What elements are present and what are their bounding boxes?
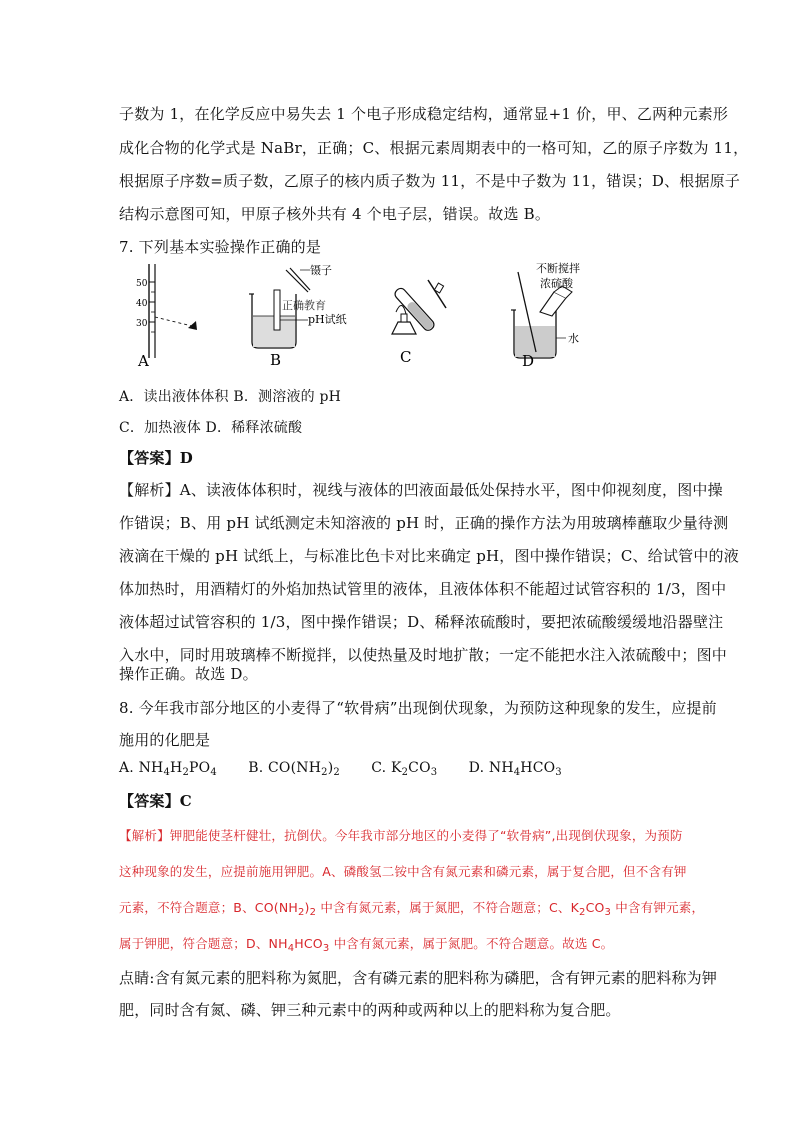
watermark-text: 正确教育 bbox=[282, 299, 326, 312]
figure-d-diluting-acid bbox=[506, 262, 616, 370]
question-8-comment-line: 肥，同时含有氮、磷、钾三种元素中的两种或两种以上的肥料称为复合肥。 bbox=[119, 1001, 621, 1019]
option-d: D. $NH_4HCO_3$ bbox=[468, 760, 562, 778]
question-7-stem: 7. 下列基本实验操作正确的是 bbox=[119, 238, 322, 256]
label-stir: 不断搅拌 bbox=[536, 262, 580, 275]
prev-explanation-line: 结构示意图可知，甲原子核外共有 4 个电子层，错误。故选 B。 bbox=[119, 205, 551, 223]
question-8-analysis-line: 属于钾肥，符合题意；D、$NH_4HCO_3$ 中含有氮元素，属于氮肥。不符合题意。故选 C。 bbox=[119, 936, 614, 954]
question-7-analysis-line: 入水中，同时用玻璃棒不断搅拌，以使热量及时地扩散；一定不能把水注入浓硫酸中；图中 bbox=[119, 646, 728, 664]
prev-explanation-line: 成化合物的化学式是 NaBr，正确；C、根据元素周期表中的一格可知，乙的原子序数为 11， bbox=[119, 139, 749, 157]
question-8-comment-line: 点睛:含有氮元素的肥料称为氮肥，含有磷元素的肥料称为磷肥，含有钾元素的肥料称为钾 bbox=[119, 969, 718, 987]
label-ph-paper: pH试纸 bbox=[308, 313, 347, 326]
tick-label: 30 bbox=[136, 319, 148, 329]
question-8-stem-line: 施用的化肥是 bbox=[119, 731, 211, 749]
figure-label: C bbox=[400, 348, 412, 366]
label-water: 水 bbox=[568, 332, 579, 345]
question-7-options-cd: C．加热液体 D．稀释浓硫酸 bbox=[119, 420, 303, 436]
label-tweezers: 镊子 bbox=[310, 264, 332, 277]
label-conc-acid: 浓硫酸 bbox=[540, 277, 573, 290]
question-8-analysis-line: 元素，不符合题意；B、$CO(NH_2)_2$ 中含有氮元素，属于氮肥，不符合题意；C、$K_2CO_3$ 中含有钾元素， bbox=[119, 900, 705, 918]
question-7-analysis-line: 体加热时，用酒精灯的外焰加热试管里的液体，且液体体积不能超过试管容积的 1/3，图中 bbox=[119, 580, 727, 598]
option-a: A. $NH_4H_2PO_4$ bbox=[119, 760, 217, 778]
question-7-analysis-line: 液体超过试管容积的 1/3，图中操作错误；D、稀释浓硫酸时，要把浓硫酸缓缓地沿器壁注 bbox=[119, 613, 724, 631]
figure-label: B bbox=[270, 351, 282, 369]
question-8-stem-line: 8. 今年我市部分地区的小麦得了“软骨病”出现倒伏现象，为预防这种现象的发生，应提前 bbox=[119, 699, 717, 717]
tick-label: 50 bbox=[136, 279, 148, 289]
figure-label: D bbox=[522, 352, 535, 370]
question-7-options-ab: A．读出液体体积 B．测溶液的 pH bbox=[119, 389, 342, 405]
tick-label: 40 bbox=[136, 299, 148, 309]
question-8-analysis-line: 【解析】钾肥能使茎杆健壮，抗倒伏。今年我市部分地区的小麦得了“软骨病”,出现倒伏现象，为预防 bbox=[119, 828, 683, 843]
figure-a-graduated-cylinder bbox=[130, 262, 210, 370]
question-8-options bbox=[119, 760, 562, 776]
question-8-analysis-line: 这种现象的发生，应提前施用钾肥。A、磷酸氢二铵中含有氮元素和磷元素，属于复合肥，但不含有钾 bbox=[119, 864, 687, 879]
question-7-analysis-line: 操作正确。故选 D。 bbox=[119, 665, 258, 683]
question-7-analysis-line: 【解析】A、读液体体积时，视线与液体的凹液面最低处保持水平，图中仰视刻度，图中操 bbox=[119, 481, 723, 499]
question-7-analysis-line: 作错误；B、用 pH 试纸测定未知溶液的 pH 时，正确的操作方法为用玻璃棒蘸取少量待测 bbox=[119, 514, 729, 532]
figure-label: A bbox=[138, 352, 149, 370]
prev-explanation-line: 根据原子序数=质子数，乙原子的核内质子数为 11，不是中子数为 11，错误；D、根据原子 bbox=[119, 172, 741, 190]
option-c: C. $K_2CO_3$ bbox=[371, 760, 438, 778]
prev-explanation-line: 子数为 1，在化学反应中易失去 1 个电子形成稳定结构，通常显+1 价，甲、乙两种元素形 bbox=[119, 105, 729, 123]
question-7-answer: 【答案】D bbox=[119, 449, 194, 467]
option-b: B. $CO(NH_2)_2$ bbox=[248, 760, 340, 778]
figure-c-heating-liquid bbox=[384, 268, 464, 364]
question-8-answer: 【答案】C bbox=[119, 792, 192, 810]
question-7-analysis-line: 液滴在干燥的 pH 试纸上，与标准比色卡对比来确定 pH，图中操作错误；C、给试管中的液 bbox=[119, 547, 739, 565]
figure-b-ph-test bbox=[246, 264, 366, 369]
